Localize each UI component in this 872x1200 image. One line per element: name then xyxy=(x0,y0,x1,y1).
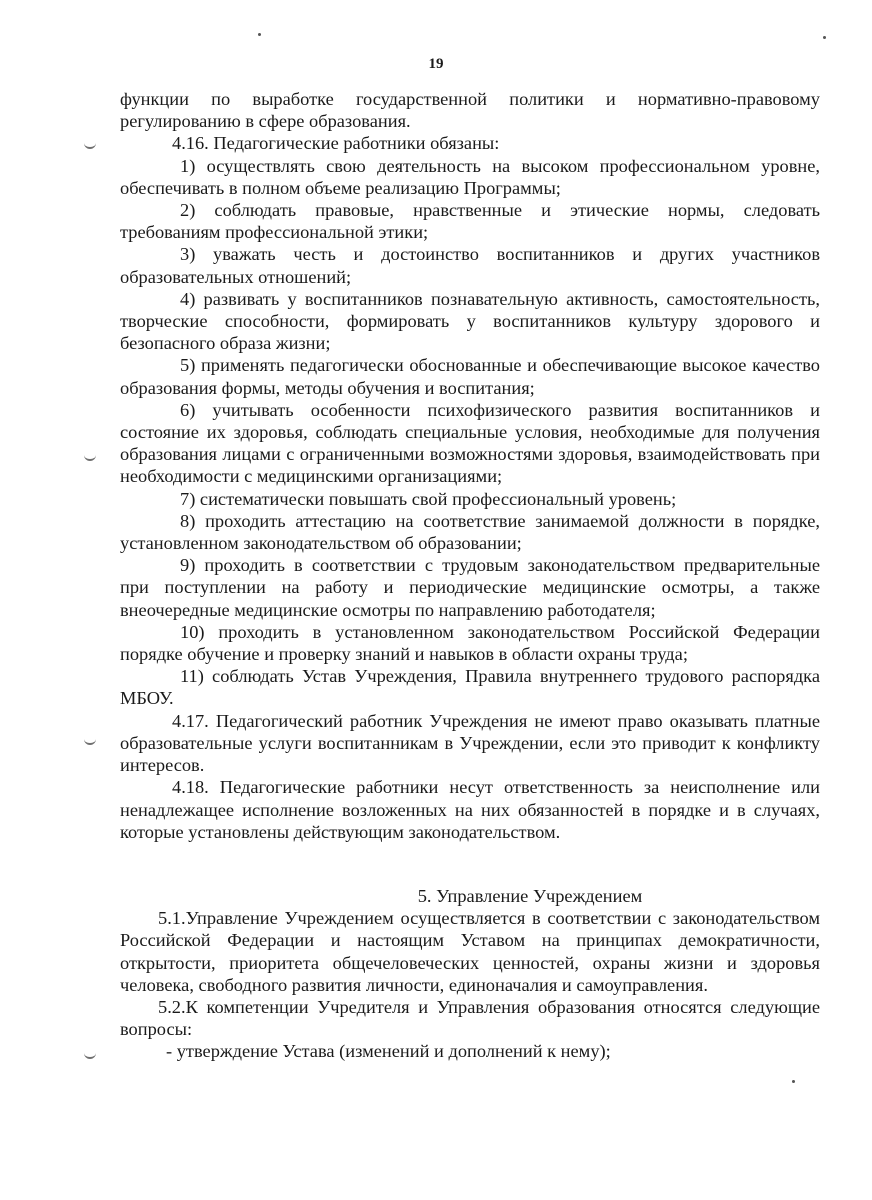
list-item: 4) развивать у воспитанников познавательную активность, самостоятельность, творческие способности, формировать у воспитанников культуру здорового и безопасного образа жизни; xyxy=(120,288,820,354)
list-item: 1) осуществлять свою деятельность на высоком профессиональном уровне, обеспечивать в полном объеме реализацию Программы; xyxy=(120,155,820,198)
paragraph: 4.16. Педагогические работники обязаны: xyxy=(172,133,500,154)
paragraph: 4.18. Педагогические работники несут ответственность за неисполнение или ненадлежащее исполнение возложенных на них обязанностей в порядке и в случаях, которые установлены действующим законодательством. xyxy=(120,777,820,842)
paragraph: 5.2.К компетенции Учредителя и Управления образования относятся следующие вопросы: xyxy=(120,996,820,1040)
binding-hole-mark xyxy=(84,140,96,149)
page-number: 19 xyxy=(428,56,444,72)
binding-hole-mark xyxy=(84,736,96,745)
paragraph: 5.1.Управление Учреждением осуществляется в соответствии с законодательством Российской Федерации и настоящим Уставом на принципах демократичности, открытости, приоритета общечеловеческих ценностей, охраны жизни и здоровья человека, свободного развития личности, единоначалия и самоуправления. xyxy=(120,908,820,995)
list-item: 7) систематически повышать свой профессиональный уровень; xyxy=(180,488,677,509)
paragraph: 4.17. Педагогический работник Учреждения не имеют право оказывать платные образовательные услуги воспитанникам в Учреждении, если это приводит к конфликту интересов. xyxy=(120,710,820,776)
scan-speck xyxy=(823,36,826,39)
binding-hole-mark xyxy=(84,1050,96,1059)
scan-speck xyxy=(792,1080,795,1083)
list-item: 2) соблюдать правовые, нравственные и этические нормы, следовать требованиям профессиональной этики; xyxy=(120,200,820,243)
list-item: 11) соблюдать Устав Учреждения, Правила внутреннего трудового распорядка МБОУ. xyxy=(120,666,820,709)
list-item: 10) проходить в установленном законодательством Российской Федерации порядке обучение и проверку знаний и навыков в области охраны труда; xyxy=(120,621,820,665)
paragraph: функции по выработке государственной политики и нормативно-правовому регулированию в сфере образования. xyxy=(120,89,820,132)
list-item: 6) учитывать особенности психофизического развития воспитанников и состояние их здоровья, соблюдать специальные условия, необходимые для получения образования лицами с ограниченными возможностями здоровья, взаимодействовать при необходимости с медицинскими организациями; xyxy=(120,399,820,487)
list-item: 9) проходить в соответствии с трудовым законодательством предварительные при поступлении на работу и периодические медицинские осмотры, а также внеочередные медицинские осмотры по направлению работодателя; xyxy=(120,555,820,620)
list-item: 8) проходить аттестацию на соответствие занимаемой должности в порядке, установленном законодательством об образовании; xyxy=(120,510,820,554)
document-body xyxy=(120,88,820,1063)
list-item: 3) уважать честь и достоинство воспитанников и других участников образовательных отношений; xyxy=(120,244,820,287)
list-item: - утверждение Устава (изменений и дополнений к нему); xyxy=(166,1041,611,1062)
scan-speck xyxy=(258,33,261,36)
section-title: 5. Управление Учреждением xyxy=(417,885,643,906)
list-item: 5) применять педагогически обоснованные и обеспечивающие высокое качество образования формы, методы обучения и воспитания; xyxy=(120,355,820,398)
binding-hole-mark xyxy=(84,452,96,461)
